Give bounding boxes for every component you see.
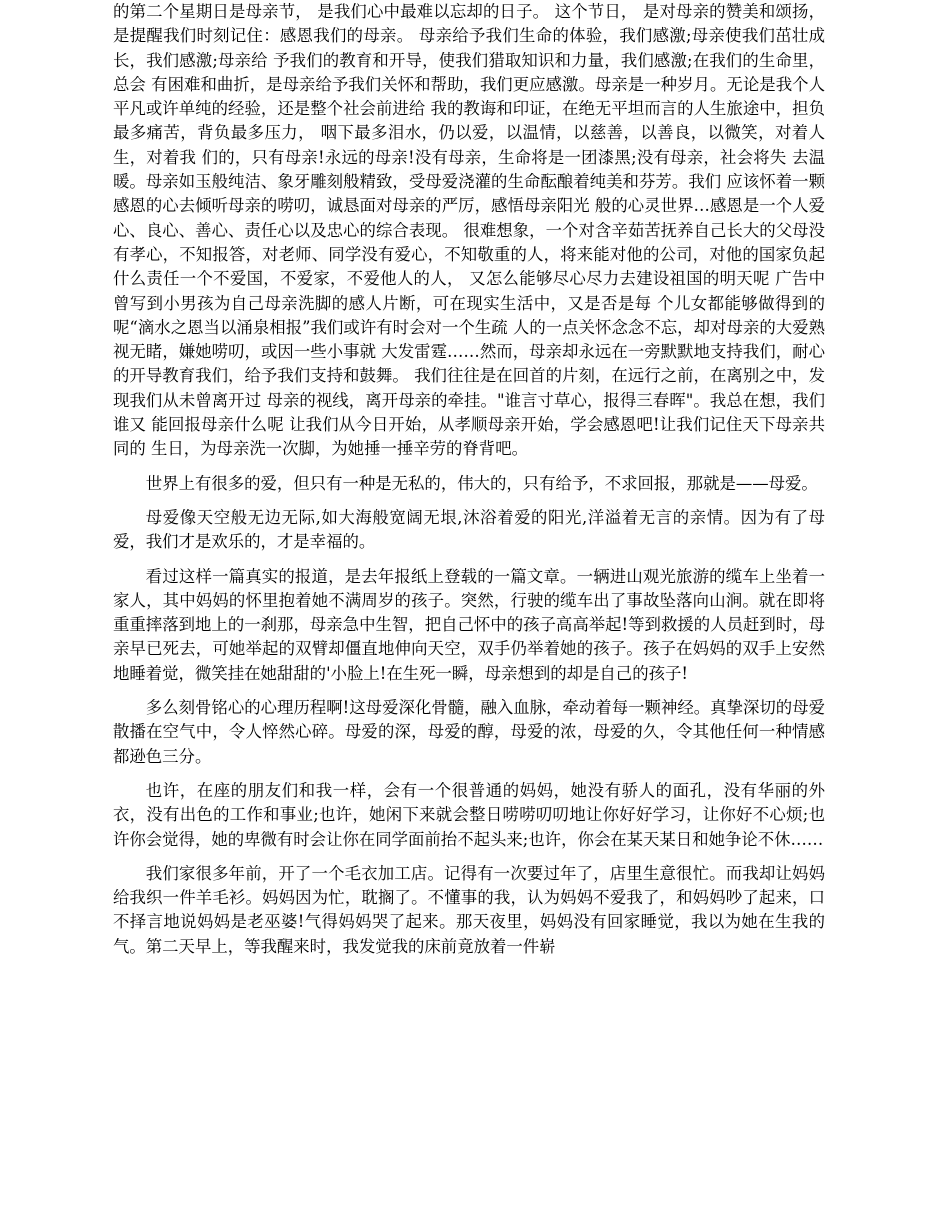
paragraph-sweater-story: 我们家很多年前，开了一个毛衣加工店。记得有一次要过年了，店里生意很忙。而我却让妈妈给我织一件羊毛衫。妈妈因为忙，耽搁了。不懂事的我，认为妈妈不爱我了，和妈妈吵了起来，口不择言地说妈妈是老巫婆!气得妈妈哭了起来。那天夜里，妈妈没有回家睡觉，我以为她在生我的气。第二天早上，等我醒来时，我发觉我的床前竟放着一件崭: [113, 863, 825, 956]
paragraph-mothers-day-gratitude: 的第二个星期日是母亲节， 是我们心中最难以忘却的日子。 这个节日， 是对母亲的赞美和颂扬，是提醒我们时刻记住：感恩我们的母亲。 母亲给予我们生命的体验，我们感激;母亲使我们茁壮成长，我们感激;母亲给 予我们的教育和开导，使我们猎取知识和力量，我们感激;在我们的生命里，总会 有困难和曲折，是母亲给予我们关怀和帮助，我们更应感激。母亲是一种岁月。无论是我个人 平凡或许单纯的经验，还是整个社会前进给 我的教诲和印证，在绝无平坦而言的人生旅途中，担负最多痛苦，背负最多压力， 咽下最多泪水，仍以爱，以温情，以慈善，以善良，以微笑，对着人生，对着我 们的，只有母亲!永远的母亲!没有母亲，生命将是一团漆黑;没有母亲，社会将失 去温暖。母亲如玉般纯洁、象牙雕刻般精致，受母爱浇灌的生命酝酿着纯美和芬芳。我们 应该怀着一颗感恩的心去倾听母亲的唠叨，诚恳面对母亲的严厉，感悟母亲阳光 般的心灵世界…感恩是一个人爱心、良心、善心、责任心以及忠心的综合表现。 很难想象，一个对含辛茹苦抚养自己长大的父母没有孝心，不知报答，对老师、同学没有爱心，不知敬重的人，将来能对他的公司，对他的国家负起什么责任一个不爱国，不爱家，不爱他人的人， 又怎么能够尽心尽力去建设祖国的明天呢 广告中曾写到小男孩为自己母亲洗脚的感人片断，可在现实生活中，又是否是每 个儿女都能够做得到的呢“滴水之恩当以涌泉相报”我们或许有时会对一个生疏 人的一点关怀念念不忘，却对母亲的大爱熟视无睹，嫌她唠叨，或因一些小事就 大发雷霆……然而，母亲却永远在一旁默默地支持我们，耐心的开导教育我们，给予我们支持和鼓舞。 我们往往是在回首的片刻，在远行之前，在离别之中，发现我们从未曾离开过 母亲的视线，离开母亲的牵挂。"谁言寸草心，报得三春晖"。我总在想，我们谁又 能回报母亲什么呢 让我们从今日开始，从孝顺母亲开始，学会感恩吧!让我们记住天下母亲共同的 生日，为母亲洗一次脚，为她捶一捶辛劳的脊背吧。: [113, 2, 825, 459]
paragraph-heartfelt-reflection: 多么刻骨铭心的心理历程啊!这母爱深化骨髓，融入血脉，牵动着每一颗神经。真挚深切的母爱散播在空气中，令人悴然心碎。母爱的深，母爱的醇，母爱的浓，母爱的久，令其他任何一种情感都逊色三分。: [113, 698, 825, 766]
paragraph-boundless-love: 母爱像天空般无边无际,如大海般宽阔无垠,沐浴着爱的阳光,洋溢着无言的亲情。因为有了母爱，我们才是欢乐的，才是幸福的。: [113, 507, 825, 552]
paragraph-ordinary-mother: 也许，在座的朋友们和我一样，会有一个很普通的妈妈，她没有骄人的面孔，没有华丽的外衣，没有出色的工作和事业;也许，她闲下来就会整日唠唠叨叨地让你好好学习，让你好不心烦;也许你会觉得，她的卑微有时会让你在同学面前抬不起头来;也许，你会在某天某日和她争论不休……: [113, 780, 825, 849]
document-page: [113, 0, 825, 1230]
paragraph-cable-car-story: 看过这样一篇真实的报道，是去年报纸上登载的一篇文章。一辆进山观光旅游的缆车上坐着一家人，其中妈妈的怀里抱着她不满周岁的孩子。突然，行驶的缆车出了事故坠落向山涧。就在即将重重摔落到地上的一刹那，母亲急中生智，把自己怀中的孩子高高举起!等到救援的人员赶到时，母亲早已死去，可她举起的双臂却僵直地伸向天空，双手仍举着她的孩子。孩子在妈妈的双手上安然地睡着觉，微笑挂在她甜甜的'小脸上!在生死一瞬，母亲想到的却是自己的孩子!: [113, 566, 825, 683]
paragraph-selfless-love: 世界上有很多的爱，但只有一种是无私的，伟大的，只有给予，不求回报，那就是——母爱。: [145, 473, 818, 493]
